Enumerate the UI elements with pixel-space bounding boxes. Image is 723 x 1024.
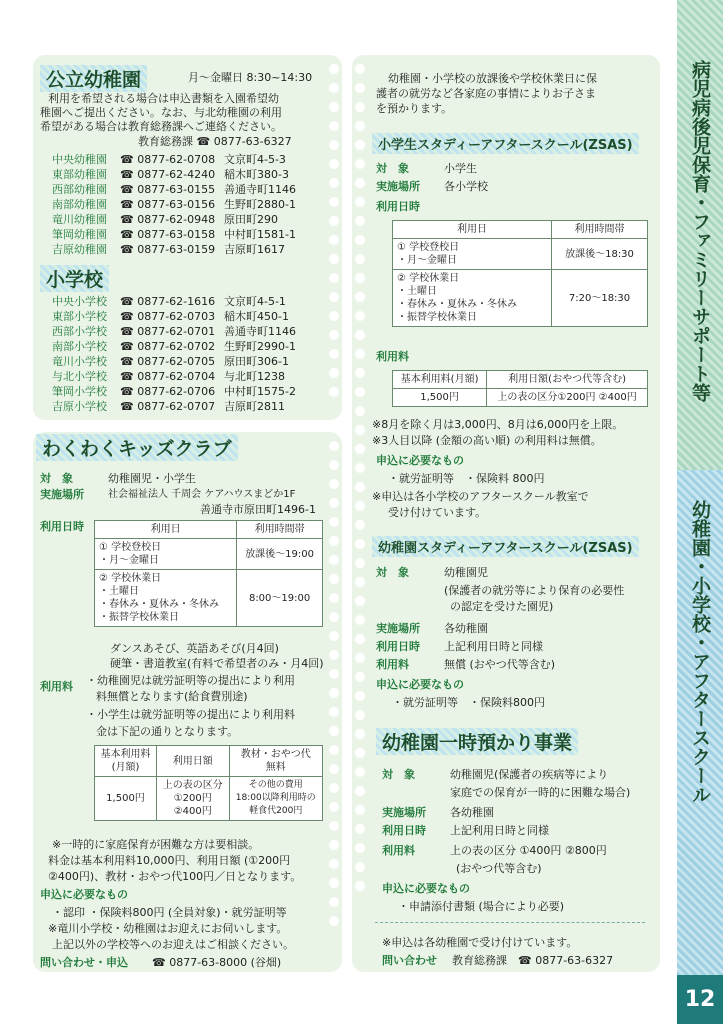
table-header: 利用時間帯 (552, 221, 648, 239)
table-header: 利用日 (393, 221, 552, 239)
kg-zsas-days-label: 利用日時 (376, 640, 420, 653)
list-item: 西部小学校☎ 0877-62-0701 善通寺町1146 (52, 325, 296, 339)
zsas-target-label: 対 象 (376, 162, 409, 175)
temp-inquiry: 教育総務課 ☎ 0877-63-6327 (452, 954, 614, 967)
kg-zsas-fee-label: 利用料 (376, 658, 409, 671)
kids-target-label: 対 象 (40, 472, 73, 485)
table-header: 利用日 (95, 521, 237, 539)
zsas-fee-label: 利用料 (376, 350, 409, 363)
table-cell: 放課後～18:30 (552, 239, 648, 270)
kids-activity-1: ダンスあそび、英語あそび(月4回) (110, 642, 279, 655)
zsas-need-3: 受け付けています。 (388, 506, 487, 519)
decor-dots (326, 432, 342, 972)
kids-note-2: 料金は基本利用料10,000円、利用日額 (①200円 (48, 854, 291, 867)
list-item: 筆岡幼稚園☎ 0877-63-0158 中村町1581-1 (52, 228, 296, 242)
kg-zsas-fee: 無償 (おやつ代等含む) (444, 658, 556, 671)
zsas-schedule-table (392, 220, 648, 327)
temp-need-label: 申込に必要なもの (382, 882, 470, 895)
public-kg-contact: 教育総務課 ☎ 0877-63-6327 (138, 135, 292, 148)
kg-zsas-target-label: 対 象 (376, 566, 409, 579)
zsas-place-label: 実施場所 (376, 180, 420, 193)
list-item: 与北小学校☎ 0877-62-0704 与北町1238 (52, 370, 285, 384)
table-cell: 8:00～19:00 (237, 570, 323, 627)
public-kg-intro-3: 希望がある場合は教育総務課へご連絡ください。 (40, 120, 282, 133)
right-intro-1: 幼稚園・小学校の放課後や学校休業日に保 (388, 72, 597, 85)
table-cell: 1,500円 (95, 777, 157, 821)
right-intro-3: を預かります。 (376, 102, 453, 115)
kids-inquiry: ☎ 0877-63-8000 (谷畑) (152, 956, 282, 969)
list-item: 竜川幼稚園☎ 0877-62-0948 原田町290 (52, 213, 278, 227)
table-header: 基本利用料(月額) (393, 371, 487, 389)
public-kg-hours: 月～金曜日 8:30~14:30 (188, 71, 313, 84)
temp-days-label: 利用日時 (382, 824, 426, 837)
kg-zsas-target-3: の認定を受けた園児) (450, 600, 554, 613)
section-title-temporary-care: 幼稚園一時預かり事業 (376, 728, 578, 755)
public-kg-intro-2: 稚園へご提出ください。なお、与北幼稚園の利用 (40, 106, 282, 119)
side-label-top: 病児病後児保育・ファミリーサポート等 (689, 60, 711, 402)
section-title-kg-zsas: 幼稚園スタディーアフタースクール(ZSAS) (372, 536, 639, 557)
kids-schedule-table (94, 520, 323, 627)
section-title-elementary: 小学校 (40, 265, 109, 292)
zsas-note-1: ※8月を除く月は3,000円、8月は6,000円を上限。 (372, 418, 624, 431)
kg-zsas-place: 各幼稚園 (444, 622, 488, 635)
kids-note-1: ※一時的に家庭保育が困難な方は要相談。 (52, 838, 260, 851)
table-cell: ② 学校休業日 ・土曜日 ・春休み・夏休み・冬休み ・振替学校休業日 (393, 270, 552, 327)
kids-activity-2: 硬筆・書道教室(有料で希望者のみ・月4回) (110, 657, 324, 670)
table-header: 教材・おやつ代 無料 (229, 746, 322, 777)
kids-place-1: 社会福祉法人 千周会 ケアハウスまどか1F (108, 489, 296, 500)
kg-zsas-place-label: 実施場所 (376, 622, 420, 635)
kids-need-1: ・認印 ・保険料800円 (全員対象)・就労証明等 (52, 906, 287, 919)
temp-note: ※申込は各幼稚園で受け付けています。 (382, 936, 578, 949)
list-item: 東部小学校☎ 0877-62-0703 稲木町450-1 (52, 310, 289, 324)
temp-need-1: ・申請添付書類 (場合により必要) (398, 900, 565, 913)
table-header: 利用時間帯 (237, 521, 323, 539)
kids-fee-3: ・小学生は就労証明等の提出により利用料 (86, 708, 295, 721)
temp-target-1: 幼稚園児(保護者の疾病等により (450, 768, 609, 781)
kids-note-3: ②400円)、教材・おやつ代100円／日となります。 (48, 870, 302, 883)
list-item: 筆岡小学校☎ 0877-62-0706 中村町1575-2 (52, 385, 296, 399)
temp-target-2: 家庭での保育が一時的に困難な場合) (450, 786, 631, 799)
table-cell: 1,500円 (393, 389, 487, 407)
kg-zsas-need-1: ・就労証明等 ・保険料800円 (392, 696, 545, 709)
table-cell: 上の表の区分①200円 ②400円 (487, 389, 648, 407)
kids-inquiry-label: 問い合わせ・申込 (40, 956, 128, 969)
table-cell: ① 学校登校日 ・月～金曜日 (95, 539, 237, 570)
table-cell: 放課後～19:00 (237, 539, 323, 570)
temp-target-label: 対 象 (382, 768, 415, 781)
kids-need-3: 上記以外の学校等へのお迎えはご相談ください。 (52, 938, 294, 951)
kids-fee-4: 金は下記の通りとなります。 (96, 725, 239, 738)
table-header: 利用日額 (157, 746, 230, 777)
kg-zsas-need-label: 申込に必要なもの (376, 678, 464, 691)
table-cell: 7:20～18:30 (552, 270, 648, 327)
decor-dots (352, 55, 368, 972)
section-title-kids-club: わくわくキッズクラブ (36, 434, 238, 461)
temp-fee-1: 上の表の区分 ①400円 ②800円 (450, 844, 607, 857)
list-item: 吉原幼稚園☎ 0877-63-0159 吉原町1617 (52, 243, 285, 257)
kids-target: 幼稚園児・小学生 (108, 472, 196, 485)
list-item: 南部幼稚園☎ 0877-63-0156 生野町2880-1 (52, 198, 296, 212)
kids-days-label: 利用日時 (40, 520, 84, 533)
zsas-need-2: ※申込は各小学校のアフタースクール教室で (372, 490, 589, 503)
list-item: 東部幼稚園☎ 0877-62-4240 稲木町380-3 (52, 168, 289, 182)
table-header: 基本利用料 (月額) (95, 746, 157, 777)
zsas-need-label: 申込に必要なもの (376, 454, 464, 467)
kids-need-2: ※竜川小学校・幼稚園はお迎えにお伺いします。 (48, 922, 288, 935)
temp-place-label: 実施場所 (382, 806, 426, 819)
list-item: 中央幼稚園☎ 0877-62-0708 文京町4-5-3 (52, 153, 286, 167)
table-cell: その他の費用 18:00以降利用時の 軽食代200円 (229, 777, 322, 821)
zsas-fee-table (392, 370, 648, 407)
temp-days: 上記利用日時と同様 (450, 824, 549, 837)
kids-place-2: 善通寺市原田町1496-1 (200, 503, 316, 516)
table-cell: ② 学校休業日 ・土曜日 ・春休み・夏休み・冬休み ・振替学校休業日 (95, 570, 237, 627)
kg-zsas-target-1: 幼稚園児 (444, 566, 488, 579)
side-label-bottom: 幼稚園・小学校・アフタースクール (689, 500, 711, 804)
zsas-days-label: 利用日時 (376, 200, 420, 213)
temp-place: 各幼稚園 (450, 806, 494, 819)
public-kg-intro-1: 利用を希望される場合は申込書類を入園希望幼 (48, 92, 279, 105)
list-item: 吉原小学校☎ 0877-62-0707 吉原町2811 (52, 400, 285, 414)
kids-place-label: 実施場所 (40, 488, 84, 501)
temp-fee-2: (おやつ代等含む) (456, 862, 542, 875)
section-title-public-kg: 公立幼稚園 (40, 65, 147, 92)
kids-fee-1: ・幼稚園児は就労証明等の提出により利用 (86, 674, 295, 687)
divider (375, 922, 645, 923)
page-number: 12 (677, 975, 723, 1024)
zsas-note-2: ※3人目以降 (金額の高い順) の利用料は無償。 (372, 434, 602, 447)
section-title-zsas: 小学生スタディーアフタースクール(ZSAS) (372, 133, 639, 154)
decor-dots (326, 55, 342, 420)
kids-fee-table (94, 745, 323, 821)
table-cell: 上の表の区分 ①200円 ②400円 (157, 777, 230, 821)
kids-fee-label: 利用料 (40, 680, 73, 693)
list-item: 西部幼稚園☎ 0877-63-0155 善通寺町1146 (52, 183, 296, 197)
temp-inquiry-label: 問い合わせ (382, 954, 437, 967)
list-item: 中央小学校☎ 0877-62-1616 文京町4-5-1 (52, 295, 286, 309)
right-intro-2: 護者の就労など各家庭の事情によりお子さま (376, 87, 596, 100)
table-header: 利用日額(おやつ代等含む) (487, 371, 648, 389)
zsas-target: 小学生 (444, 162, 477, 175)
list-item: 南部小学校☎ 0877-62-0702 生野町2990-1 (52, 340, 296, 354)
kids-fee-2: 料無償となります(給食費別途) (96, 690, 248, 703)
kids-need-label: 申込に必要なもの (40, 888, 128, 901)
kg-zsas-target-2: (保護者の就労等により保育の必要性 (444, 584, 625, 597)
temp-fee-label: 利用料 (382, 844, 415, 857)
list-item: 竜川小学校☎ 0877-62-0705 原田町306-1 (52, 355, 289, 369)
zsas-need-1: ・就労証明等 ・保険料 800円 (388, 472, 545, 485)
kg-zsas-days: 上記利用日時と同様 (444, 640, 543, 653)
table-cell: ① 学校登校日 ・月～金曜日 (393, 239, 552, 270)
zsas-place: 各小学校 (444, 180, 488, 193)
